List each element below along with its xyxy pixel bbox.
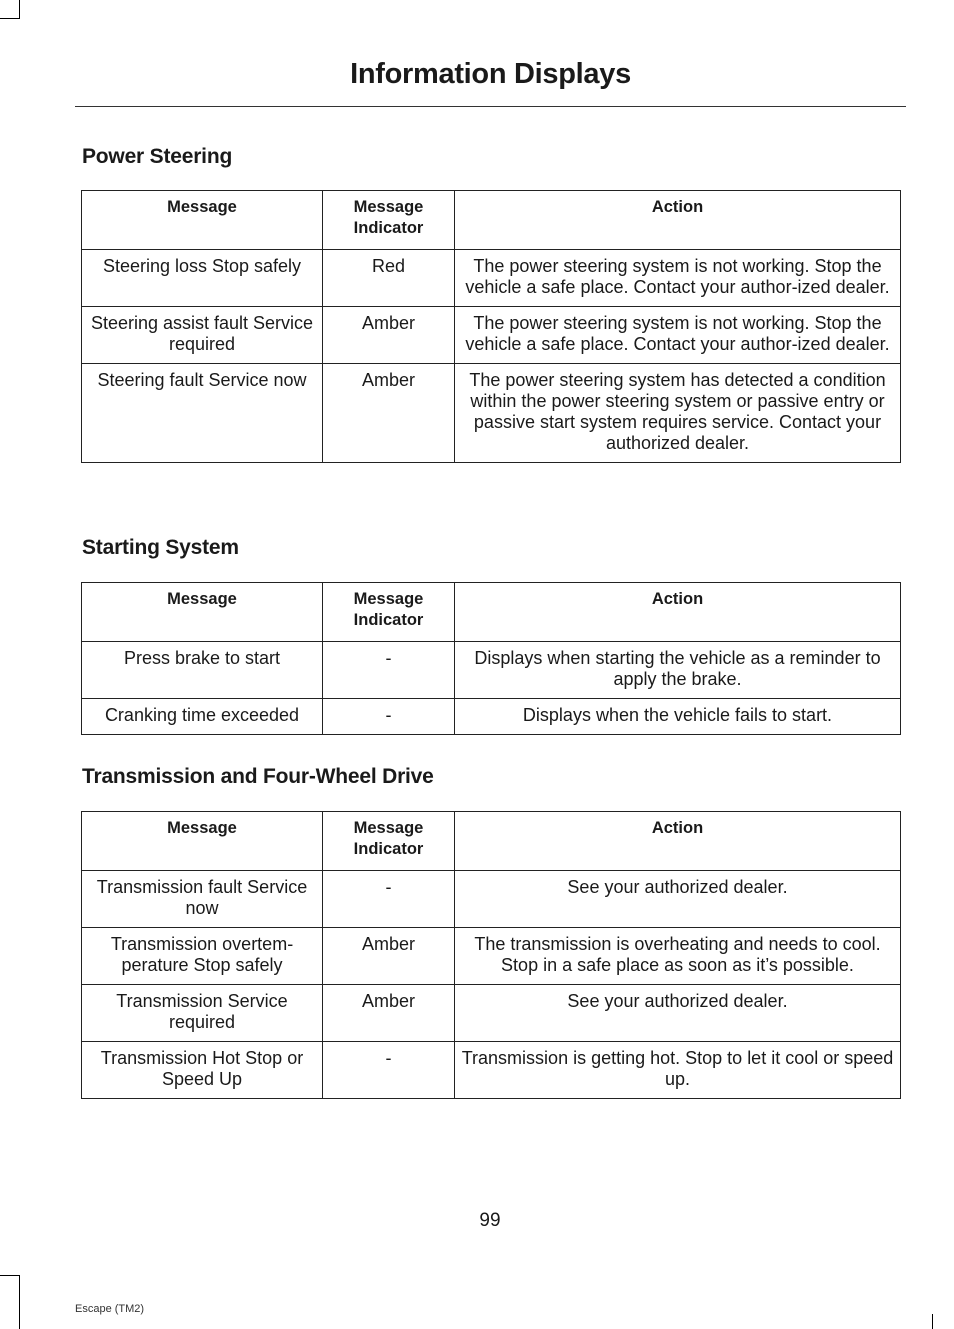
indicator-cell: Amber (323, 364, 455, 463)
indicator-cell: Amber (323, 985, 455, 1042)
indicator-cell: Amber (323, 307, 455, 364)
indicator-cell: - (323, 699, 455, 735)
column-header-indicator: Message Indicator (323, 812, 455, 871)
table-row (82, 364, 901, 463)
table-row (82, 871, 901, 928)
action-cell: The power steering system is not working. Stop the vehicle a safe place. Contact your author-ized dealer. (455, 250, 901, 307)
crop-mark (0, 18, 20, 19)
crop-mark (19, 1275, 20, 1329)
message-cell: Press brake to start (82, 642, 323, 699)
column-header-action: Action (455, 191, 901, 250)
column-header-message: Message (82, 812, 323, 871)
column-header-message: Message (82, 191, 323, 250)
message-cell: Transmission overtem-perature Stop safely (82, 928, 323, 985)
action-cell: Transmission is getting hot. Stop to let it cool or speed up. (455, 1042, 901, 1099)
table-header-row (82, 812, 901, 871)
indicator-cell: Red (323, 250, 455, 307)
indicator-cell: Amber (323, 928, 455, 985)
indicator-cell: - (323, 642, 455, 699)
column-header-indicator: Message Indicator (323, 583, 455, 642)
section-title-starting-system: Starting System (82, 536, 239, 559)
crop-mark (19, 0, 20, 18)
table-row (82, 985, 901, 1042)
column-header-indicator: Message Indicator (323, 191, 455, 250)
message-cell: Cranking time exceeded (82, 699, 323, 735)
column-header-action: Action (455, 812, 901, 871)
starting-system-table (81, 582, 901, 735)
table-header-row (82, 583, 901, 642)
header-divider (75, 106, 906, 107)
table-row (82, 250, 901, 307)
column-header-message: Message (82, 583, 323, 642)
column-header-action: Action (455, 583, 901, 642)
message-cell: Steering assist fault Service required (82, 307, 323, 364)
action-cell: Displays when the vehicle fails to start. (455, 699, 901, 735)
message-cell: Transmission fault Service now (82, 871, 323, 928)
page-title: Information Displays (350, 58, 631, 90)
crop-mark (932, 1314, 933, 1329)
action-cell: See your authorized dealer. (455, 871, 901, 928)
action-cell: The power steering system is not working. Stop the vehicle a safe place. Contact your author-ized dealer. (455, 307, 901, 364)
section-title-power-steering: Power Steering (82, 145, 233, 168)
section-title-transmission: Transmission and Four-Wheel Drive (82, 765, 434, 788)
action-cell: See your authorized dealer. (455, 985, 901, 1042)
indicator-cell: - (323, 871, 455, 928)
table-row (82, 642, 901, 699)
message-cell: Steering loss Stop safely (82, 250, 323, 307)
power-steering-table (81, 190, 901, 463)
message-cell: Transmission Service required (82, 985, 323, 1042)
indicator-cell: - (323, 1042, 455, 1099)
message-cell: Transmission Hot Stop or Speed Up (82, 1042, 323, 1099)
message-cell: Steering fault Service now (82, 364, 323, 463)
action-cell: The power steering system has detected a condition within the power steering system or passive entry or passive start system requires service. Contact your authorized dealer. (455, 364, 901, 463)
page-number: 99 (479, 1210, 501, 1231)
action-cell: Displays when starting the vehicle as a reminder to apply the brake. (455, 642, 901, 699)
transmission-table (81, 811, 901, 1099)
action-cell: The transmission is overheating and needs to cool. Stop in a safe place as soon as it’s possible. (455, 928, 901, 985)
crop-mark (0, 1275, 20, 1276)
table-row (82, 1042, 901, 1099)
table-header-row (82, 191, 901, 250)
table-row (82, 307, 901, 364)
document-label: Escape (TM2) (75, 1303, 145, 1315)
table-row (82, 928, 901, 985)
table-row (82, 699, 901, 735)
